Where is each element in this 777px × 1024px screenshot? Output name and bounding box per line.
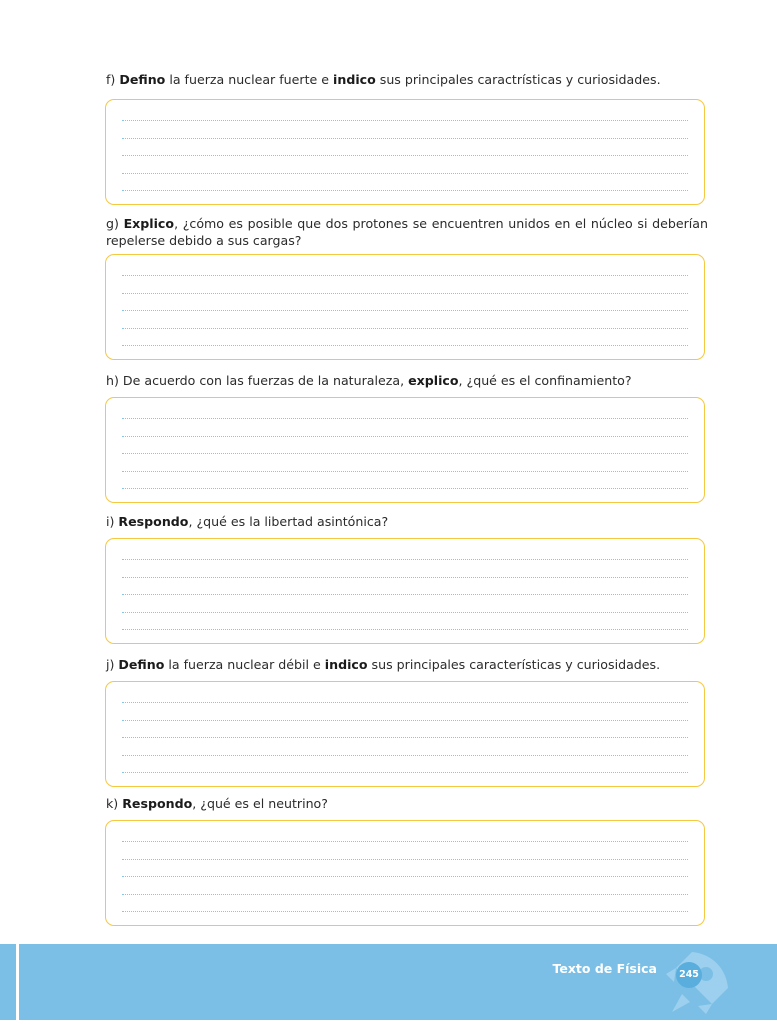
page-number: 245 <box>676 962 702 988</box>
question-text: sus principales caractrísticas y curiosidades. <box>375 72 661 87</box>
footer-divider <box>16 944 19 1020</box>
question-j <box>106 656 708 673</box>
page-footer <box>0 944 777 1020</box>
answer-line <box>122 173 688 174</box>
answer-line <box>122 876 688 877</box>
question-text: la fuerza nuclear débil e <box>164 657 325 672</box>
answer-line <box>122 859 688 860</box>
answer-line <box>122 471 688 472</box>
answer-line <box>122 328 688 329</box>
question-keyword: explico <box>408 373 459 388</box>
question-label: g) <box>106 216 124 231</box>
question-keyword: Defino <box>119 72 166 87</box>
answer-line <box>122 310 688 311</box>
question-text: la fuerza nuclear fuerte e <box>165 72 334 87</box>
question-text: De acuerdo con las fuerzas de la naturaleza, <box>122 373 409 388</box>
question-keyword: indico <box>333 72 376 87</box>
answer-box-j[interactable] <box>105 681 705 787</box>
answer-line <box>122 594 688 595</box>
answer-line <box>122 911 688 912</box>
question-text: , ¿qué es la libertad asintónica? <box>188 514 389 529</box>
answer-line <box>122 894 688 895</box>
rocket-icon <box>652 944 762 1020</box>
answer-line <box>122 841 688 842</box>
answer-line <box>122 275 688 276</box>
answer-line <box>122 629 688 630</box>
question-k <box>106 795 708 812</box>
question-label: i) <box>106 514 119 529</box>
answer-line <box>122 772 688 773</box>
question-h <box>106 372 708 389</box>
question-keyword: Respondo <box>118 514 189 529</box>
book-title: Texto de Física <box>552 961 657 976</box>
question-keyword: Respondo <box>122 796 193 811</box>
question-text: sus principales características y curiosidades. <box>367 657 661 672</box>
answer-line <box>122 120 688 121</box>
question-keyword: Defino <box>118 657 165 672</box>
answer-line <box>122 702 688 703</box>
question-text: , ¿cómo es posible que dos protones se encuentren unidos en el núcleo si deberían repelerse debido a sus cargas? <box>106 216 708 248</box>
answer-line <box>122 559 688 560</box>
question-label: f) <box>106 72 120 87</box>
answer-line <box>122 737 688 738</box>
answer-line <box>122 345 688 346</box>
answer-box-i[interactable] <box>105 538 705 644</box>
question-label: k) <box>106 796 123 811</box>
answer-line <box>122 453 688 454</box>
question-g <box>106 215 708 249</box>
answer-line <box>122 418 688 419</box>
question-label: h) <box>106 373 123 388</box>
question-label: j) <box>106 657 119 672</box>
answer-line <box>122 293 688 294</box>
answer-line <box>122 612 688 613</box>
answer-line <box>122 155 688 156</box>
question-keyword: Explico <box>123 216 175 231</box>
answer-box-k[interactable] <box>105 820 705 926</box>
answer-line <box>122 488 688 489</box>
question-f <box>106 71 708 88</box>
answer-box-g[interactable] <box>105 254 705 360</box>
answer-line <box>122 755 688 756</box>
answer-box-h[interactable] <box>105 397 705 503</box>
answer-box-f[interactable] <box>105 99 705 205</box>
question-text: , ¿qué es el neutrino? <box>192 796 328 811</box>
answer-line <box>122 436 688 437</box>
question-keyword: indico <box>324 657 368 672</box>
answer-line <box>122 577 688 578</box>
answer-line <box>122 138 688 139</box>
answer-line <box>122 190 688 191</box>
question-i <box>106 513 708 530</box>
question-text: , ¿qué es el confinamiento? <box>458 373 632 388</box>
answer-line <box>122 720 688 721</box>
